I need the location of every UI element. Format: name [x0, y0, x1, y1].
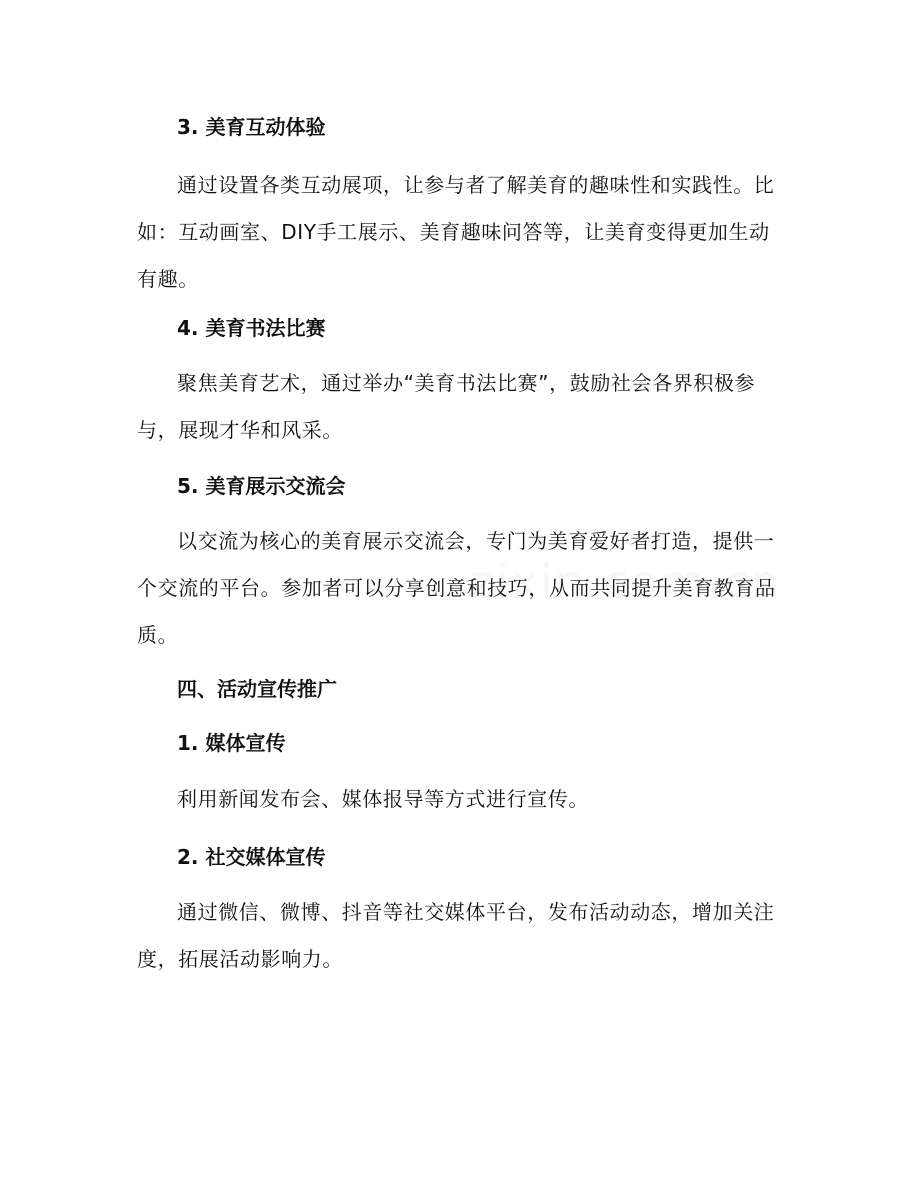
- section-heading-social-media-promotion: 2. 社交媒体宣传: [177, 845, 326, 869]
- section-heading-interactive-experience: 3. 美育互动体验: [177, 115, 326, 139]
- chapter-heading-promotion: 四、活动宣传推广: [177, 677, 337, 701]
- section-paragraph-social-media-promotion: 通过微信、微博、抖音等社交媒体平台，发布活动动态，增加关注度，拓展活动影响力。: [137, 900, 775, 971]
- section-heading-media-promotion: 1. 媒体宣传: [177, 731, 286, 755]
- section-paragraph-exchange-meeting: 以交流为核心的美育展示交流会，专门为美育爱好者打造，提供一个交流的平台。参加者可以分享创意和技巧，从而共同提升美育教育品质。: [137, 529, 776, 647]
- section-paragraph-calligraphy-contest: 聚焦美育艺术，通过举办“美育书法比赛”，鼓励社会各界积极参与，展现才华和风采。: [137, 371, 756, 442]
- section-heading-exchange-meeting: 5. 美育展示交流会: [177, 474, 346, 498]
- watermark-text: [470, 555, 782, 609]
- section-paragraph-interactive-experience: 通过设置各类互动展项，让参与者了解美育的趣味性和实践性。比如：互动画室、DIY手工展示、美育趣味问答等，让美育变得更加生动有趣。: [137, 173, 775, 291]
- section-heading-calligraphy-contest: 4. 美育书法比赛: [177, 316, 326, 340]
- section-paragraph-media-promotion: 利用新闻发布会、媒体报导等方式进行宣传。: [177, 787, 589, 811]
